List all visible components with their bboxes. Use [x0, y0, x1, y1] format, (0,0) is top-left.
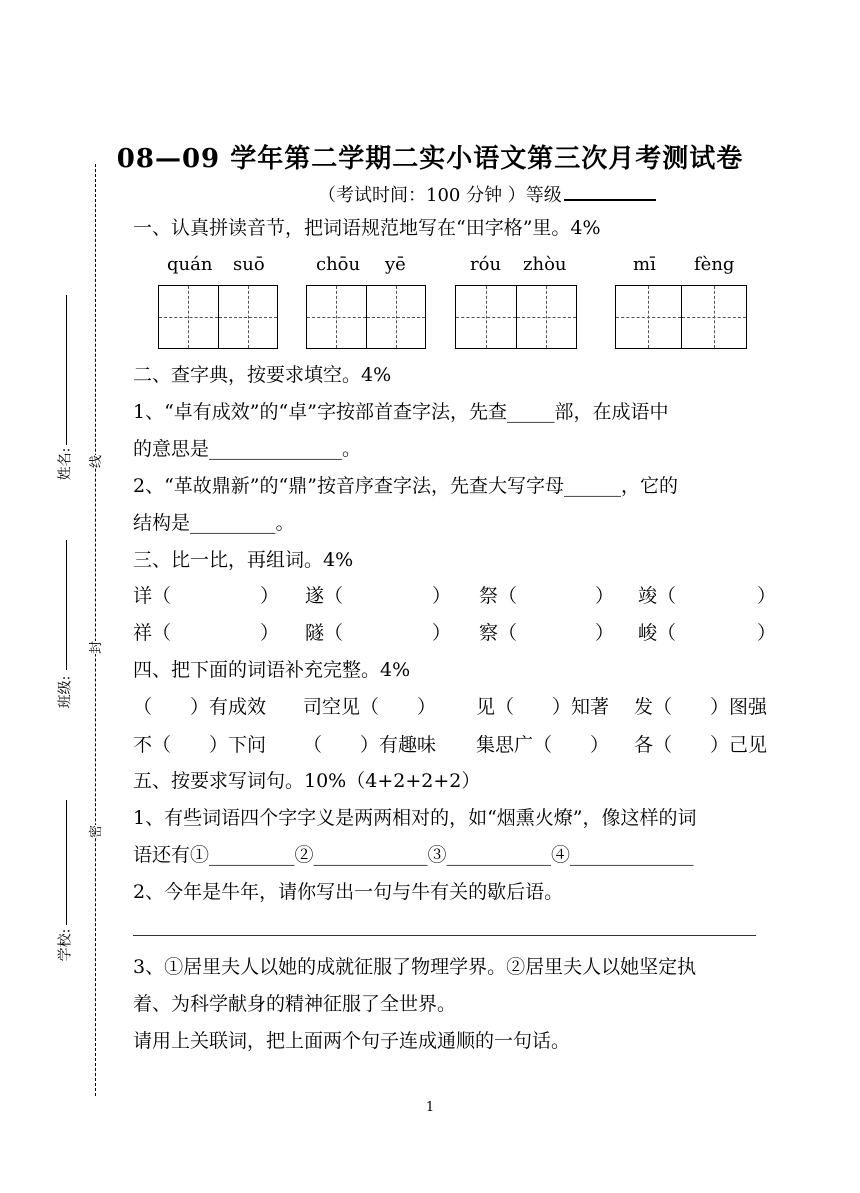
- page-number: 1: [425, 1100, 435, 1115]
- compare-word: 隧（: [305, 622, 344, 644]
- pinyin: fèng: [694, 254, 735, 275]
- idiom-item: 司空见（ ）: [303, 696, 437, 718]
- tianzige-cell[interactable]: [516, 286, 577, 348]
- compare-word: 祭（: [479, 585, 518, 607]
- tianzige-box[interactable]: [158, 285, 278, 349]
- question-line: 的意思是______________。: [133, 438, 362, 460]
- exam-duration: （考试时间：100 分钟 ）等级: [318, 185, 562, 206]
- tianzige-cell[interactable]: [159, 286, 218, 348]
- compare-word: 详（: [133, 585, 172, 607]
- grade-blank[interactable]: [564, 183, 656, 201]
- idiom-item: 集思广（ ）: [476, 734, 610, 756]
- pinyin: zhòu: [523, 254, 567, 275]
- compare-paren: ）: [260, 622, 280, 644]
- question-line: 语还有①_________②____________③___________④_____________: [133, 844, 694, 866]
- question-line: 2、“革故鼎新”的“鼎”按音序查字法，先查大写字母______，它的: [133, 475, 678, 497]
- school-label: 学校:: [57, 928, 74, 962]
- tianzige-box[interactable]: [306, 285, 426, 349]
- pinyin: suō: [233, 254, 265, 275]
- question-line: 1、“卓有成效”的“卓”字按部首查字法，先查_____部，在成语中: [133, 401, 669, 423]
- tianzige-cell[interactable]: [218, 286, 278, 348]
- compare-paren: ）: [260, 585, 280, 607]
- exam-info: [318, 181, 656, 207]
- question-line: 着、为科学献身的精神征服了全世界。: [133, 993, 457, 1015]
- tianzige-cell[interactable]: [616, 286, 681, 348]
- compare-paren: ）: [595, 622, 615, 644]
- tianzige-cell[interactable]: [307, 286, 366, 348]
- compare-paren: ）: [757, 585, 777, 607]
- answer-line[interactable]: [133, 935, 756, 936]
- compare-word: 峻（: [638, 622, 677, 644]
- seal-mark-line: 线: [85, 455, 104, 468]
- pinyin: róu: [470, 254, 502, 275]
- section1-heading: 一、认真拼读音节，把词语规范地写在“田字格”里。4%: [133, 217, 601, 239]
- page-title: 08—09 学年第二学期二实小语文第三次月考测试卷: [116, 144, 744, 174]
- idiom-item: 各（ ）己见: [634, 734, 768, 756]
- compare-word: 竣（: [638, 585, 677, 607]
- compare-word: 察（: [479, 622, 518, 644]
- section3-heading: 三、比一比，再组词。4%: [133, 549, 354, 571]
- pinyin: chōu: [316, 254, 361, 275]
- compare-word: 祥（: [133, 622, 172, 644]
- section5-heading: 五、按要求写词句。10%（4+2+2+2）: [133, 770, 481, 792]
- question-line: 请用上关联词，把上面两个句子连成通顺的一句话。: [133, 1030, 571, 1052]
- compare-word: 遂（: [305, 585, 344, 607]
- question-line: 1、有些词语四个字字义是两两相对的，如“烟熏火燎”，像这样的词: [133, 807, 697, 829]
- seal-mark-seal: 封: [85, 641, 104, 654]
- question-line: 结构是_________。: [133, 512, 295, 534]
- class-label: 班级:: [57, 675, 74, 709]
- tianzige-cell[interactable]: [456, 286, 516, 348]
- tianzige-box[interactable]: [455, 285, 577, 349]
- seal-mark-secret: 密: [85, 825, 104, 838]
- name-underline: [66, 295, 67, 445]
- compare-paren: ）: [432, 622, 452, 644]
- class-underline: [66, 540, 67, 670]
- section4-heading: 四、把下面的词语补充完整。4%: [133, 659, 411, 681]
- idiom-item: （ ）有成效: [133, 696, 267, 718]
- question-line: 2、今年是牛年，请你写出一句与牛有关的歇后语。: [133, 881, 564, 903]
- binding-dashed-line: [95, 164, 96, 1096]
- idiom-item: （ ）有趣味: [303, 734, 437, 756]
- section2-heading: 二、查字典，按要求填空。4%: [133, 364, 392, 386]
- tianzige-cell[interactable]: [681, 286, 747, 348]
- idiom-item: 不（ ）下问: [133, 734, 267, 756]
- compare-paren: ）: [595, 585, 615, 607]
- pinyin: mī: [633, 254, 656, 275]
- tianzige-cell[interactable]: [366, 286, 426, 348]
- compare-paren: ）: [757, 622, 777, 644]
- pinyin: yē: [385, 254, 406, 275]
- idiom-item: 发（ ）图强: [634, 696, 768, 718]
- question-line: 3、①居里夫人以她的成就征服了物理学界。②居里夫人以她坚定执: [133, 956, 697, 978]
- name-label: 姓名:: [57, 447, 74, 481]
- compare-paren: ）: [432, 585, 452, 607]
- pinyin: quán: [167, 254, 213, 275]
- tianzige-box[interactable]: [615, 285, 747, 349]
- school-underline: [66, 800, 67, 925]
- idiom-item: 见（ ）知著: [476, 696, 610, 718]
